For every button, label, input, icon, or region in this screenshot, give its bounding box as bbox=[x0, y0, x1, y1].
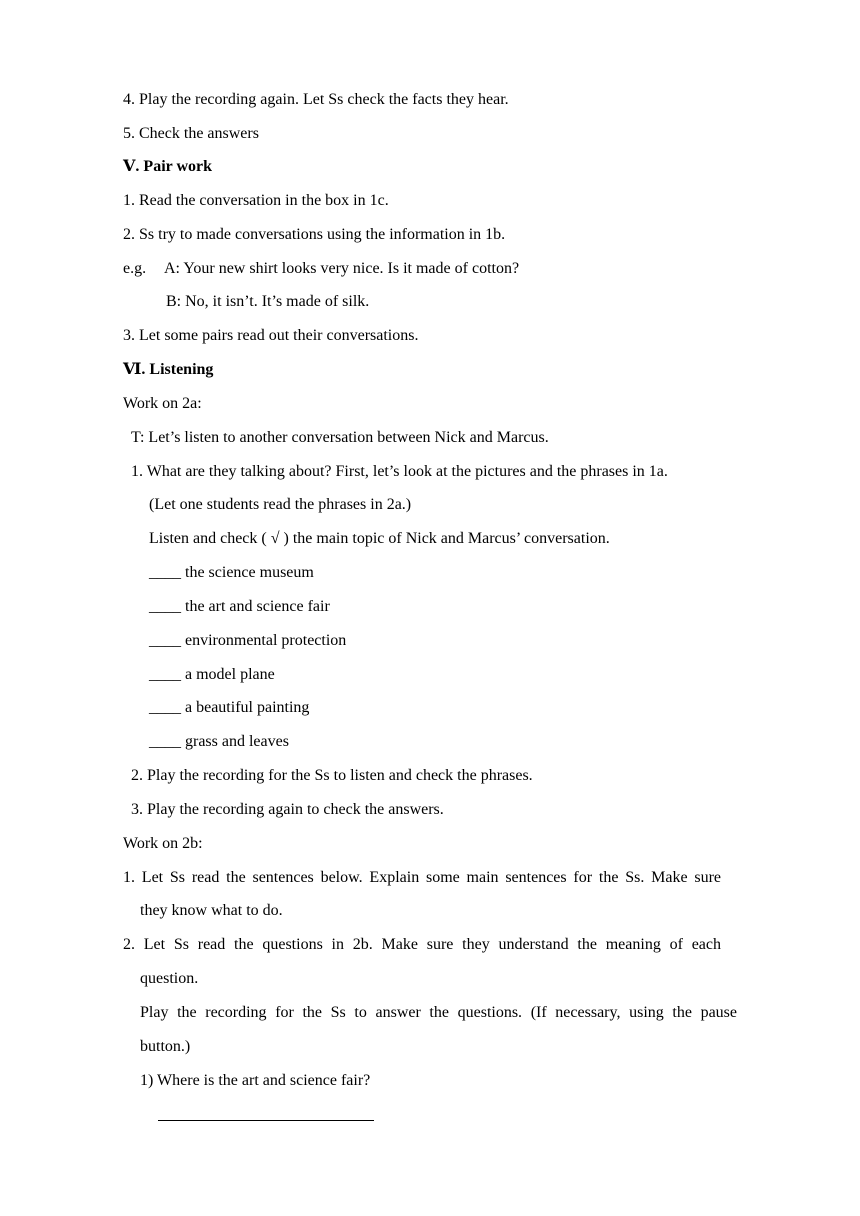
listening-step-3: 3. Play the recording again to check the answers. bbox=[131, 801, 444, 818]
example-line-a: A: Your new shirt looks very nice. Is it made of cotton? bbox=[164, 260, 520, 277]
work-on-2b-heading: Work on 2b: bbox=[123, 835, 203, 852]
check-instruction: Listen and check ( √ ) the main topic of Nick and Marcus’ conversation. bbox=[149, 530, 610, 547]
listening-note: (Let one students read the phrases in 2a.) bbox=[149, 496, 412, 513]
example-prefix: e.g. bbox=[123, 260, 147, 277]
answer-blank: ____ bbox=[149, 632, 181, 649]
listening-step-2: 2. Play the recording for the Ss to listen and check the phrases. bbox=[131, 767, 533, 784]
answer-blank: ____ bbox=[149, 733, 181, 750]
work-2b-step-1-cont: they know what to do. bbox=[140, 902, 283, 919]
work-on-2a-heading: Work on 2a: bbox=[123, 395, 202, 412]
option-label: a beautiful painting bbox=[185, 699, 310, 716]
play-recording-instruction: Play the recording for the Ss to answer the questions. (If necessary, using the pause bbox=[140, 1004, 737, 1021]
answer-blank: ____ bbox=[149, 699, 181, 716]
answer-blank: ____ bbox=[149, 666, 181, 683]
option-item bbox=[149, 698, 860, 718]
option-label: grass and leaves bbox=[185, 733, 289, 750]
pair-work-step-1: 1. Read the conversation in the box in 1c. bbox=[123, 192, 389, 209]
section-heading-listening: Ⅵ. Listening bbox=[123, 361, 214, 378]
play-recording-instruction-cont: button.) bbox=[140, 1038, 191, 1055]
step-4-text: 4. Play the recording again. Let Ss check the facts they hear. bbox=[123, 91, 509, 108]
answer-blank: ____ bbox=[149, 598, 181, 615]
option-item bbox=[149, 563, 860, 583]
option-item bbox=[149, 665, 860, 685]
option-item bbox=[149, 597, 860, 617]
pair-work-step-2: 2. Ss try to made conversations using the information in 1b. bbox=[123, 226, 506, 243]
answer-line bbox=[158, 1120, 374, 1121]
work-2b-step-1: 1. Let Ss read the sentences below. Explain some main sentences for the Ss. Make sure bbox=[123, 869, 721, 886]
option-label: the art and science fair bbox=[185, 598, 330, 615]
work-2b-step-2: 2. Let Ss read the questions in 2b. Make sure they understand the meaning of each bbox=[123, 936, 721, 953]
answer-blank: ____ bbox=[149, 564, 181, 581]
teacher-intro: T: Let’s listen to another conversation between Nick and Marcus. bbox=[131, 429, 549, 446]
section-heading-pair-work: Ⅴ. Pair work bbox=[123, 158, 212, 175]
pair-work-step-3: 3. Let some pairs read out their conversations. bbox=[123, 327, 419, 344]
option-label: the science museum bbox=[185, 564, 314, 581]
option-label: environmental protection bbox=[185, 632, 347, 649]
question-1: 1) Where is the art and science fair? bbox=[140, 1072, 371, 1089]
example-line-b: B: No, it isn’t. It’s made of silk. bbox=[166, 293, 370, 310]
listening-step-1: 1. What are they talking about? First, let’s look at the pictures and the phrases in 1a. bbox=[131, 463, 668, 480]
option-item bbox=[149, 631, 860, 651]
work-2b-step-2-cont: question. bbox=[140, 970, 199, 987]
step-5-text: 5. Check the answers bbox=[123, 125, 259, 142]
option-item bbox=[149, 732, 860, 752]
option-label: a model plane bbox=[185, 666, 275, 683]
